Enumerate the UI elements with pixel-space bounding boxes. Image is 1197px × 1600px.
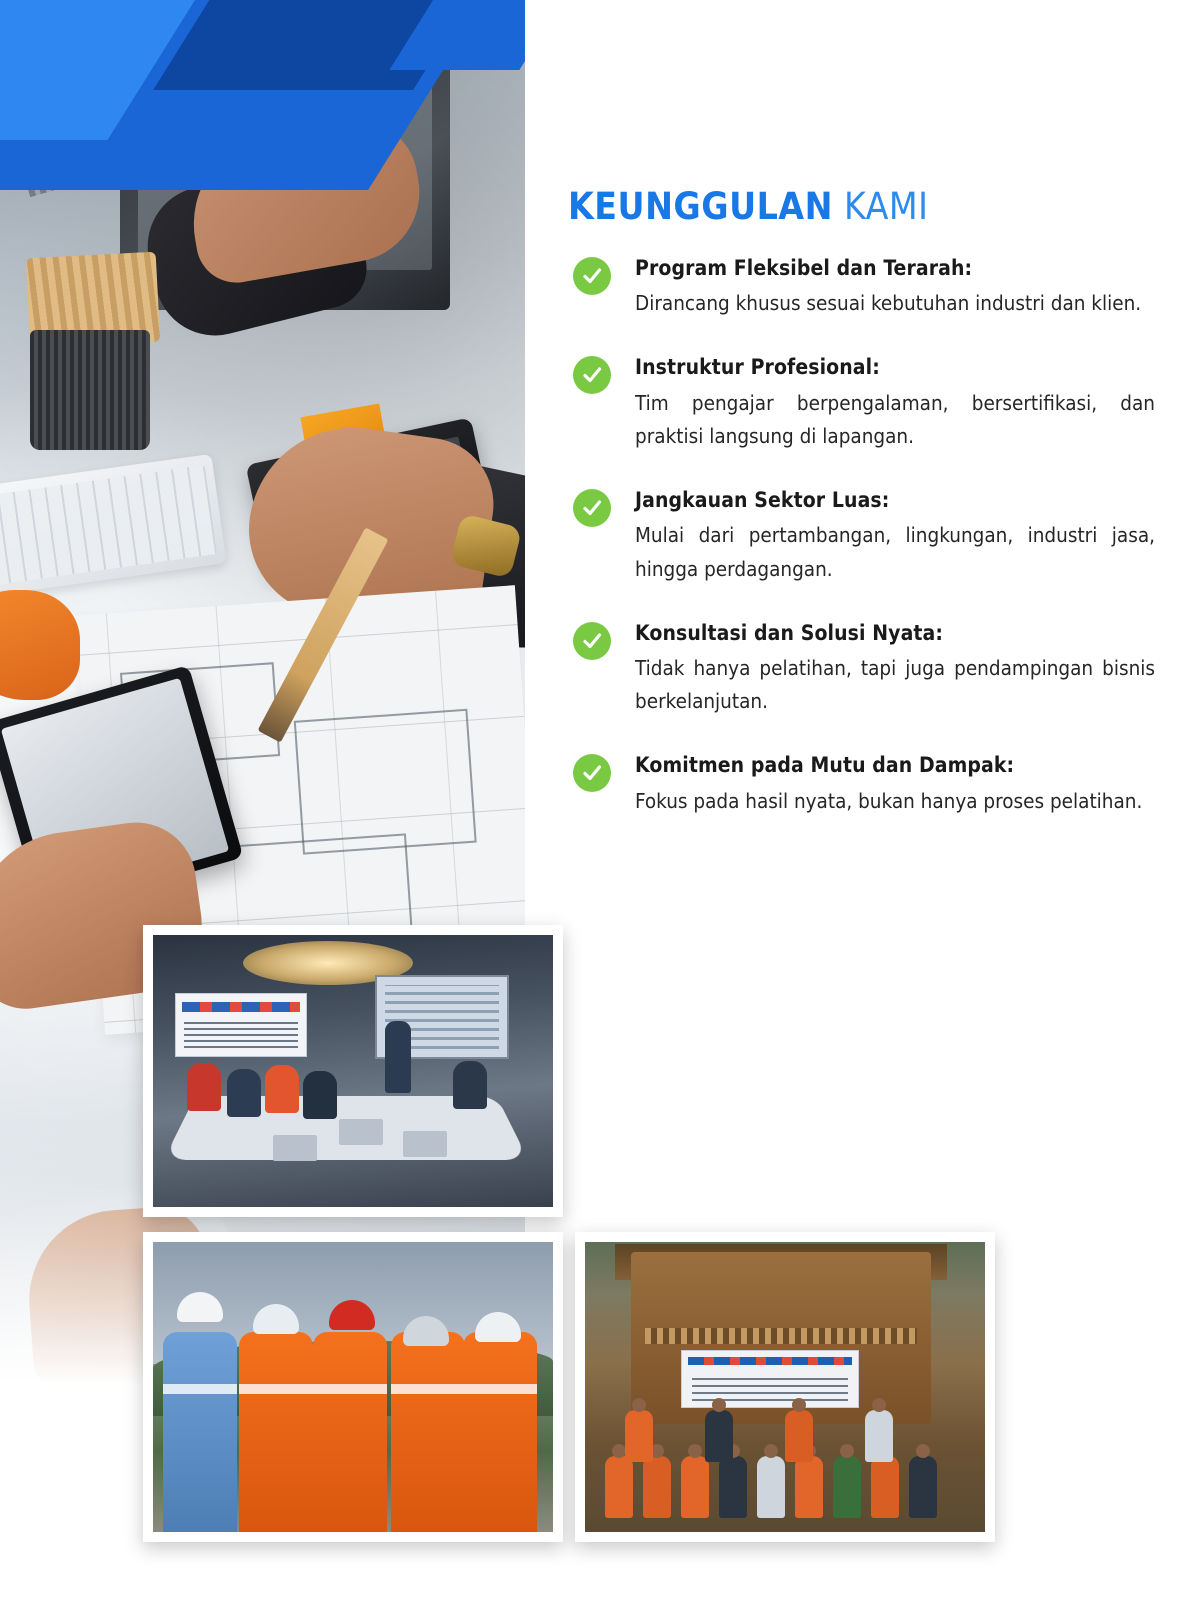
participant-shape	[871, 1456, 899, 1518]
laptop-shape	[273, 1135, 317, 1161]
check-circle-icon	[573, 356, 611, 394]
head-shape	[632, 1398, 646, 1412]
check-circle-icon	[573, 489, 611, 527]
participant-shape	[757, 1456, 785, 1518]
advantage-body: Dirancang khusus sesuai kebutuhan industri dan klien.	[635, 291, 1142, 316]
advantage-title: Komitmen pada Mutu dan Dampak:	[635, 753, 1015, 778]
advantage-title: Instruktur Profesional:	[635, 355, 880, 380]
participant-shape	[785, 1410, 813, 1462]
workers-photo-card	[143, 1232, 563, 1542]
check-circle-icon	[573, 257, 611, 295]
participant-shape	[187, 1063, 221, 1111]
vest-stripe	[313, 1384, 387, 1394]
house-railing-shape	[645, 1328, 917, 1344]
list-item	[565, 620, 1155, 719]
participant-shape	[625, 1410, 653, 1462]
check-circle-icon	[573, 754, 611, 792]
check-circle-icon	[573, 622, 611, 660]
advantages-list	[565, 255, 1155, 852]
participant-shape	[303, 1071, 337, 1119]
page-title	[568, 185, 928, 228]
advantage-title: Program Fleksibel dan Terarah:	[635, 256, 973, 280]
participant-shape	[833, 1456, 861, 1518]
pencil-cup-shape	[30, 330, 150, 450]
list-item	[565, 354, 1155, 453]
participant-shape	[227, 1069, 261, 1117]
participant-shape	[795, 1456, 823, 1518]
event-banner-shape	[681, 1350, 859, 1408]
advantage-body: Mulai dari pertambangan, lingkungan, industri jasa, hingga perdagangan.	[635, 523, 1155, 581]
advantage-body: Tidak hanya pelatihan, tapi juga pendampingan bisnis berkelanjutan.	[635, 656, 1155, 714]
blueprint-detail	[294, 709, 477, 855]
meeting-photo	[153, 935, 553, 1207]
head-shape	[840, 1444, 854, 1458]
laptop-shape	[403, 1131, 447, 1157]
worker-shape	[391, 1332, 465, 1532]
group-photo	[585, 1242, 985, 1532]
participant-shape	[705, 1410, 733, 1462]
head-shape	[916, 1444, 930, 1458]
page-title-bold: KEUNGGULAN	[568, 185, 833, 228]
participant-shape	[453, 1061, 487, 1109]
worker-shape	[313, 1332, 387, 1532]
vest-stripe	[163, 1384, 237, 1394]
participant-shape	[643, 1456, 671, 1518]
participant-shape	[605, 1456, 633, 1518]
page-title-light: KAMI	[832, 185, 929, 228]
worker-shape	[463, 1332, 537, 1532]
participant-shape	[719, 1456, 747, 1518]
advantage-title: Konsultasi dan Solusi Nyata:	[635, 620, 944, 645]
laptop-shape	[339, 1119, 383, 1145]
event-banner-shape	[175, 993, 307, 1057]
advantage-title: Jangkauan Sektor Luas:	[635, 488, 890, 513]
vest-stripe	[391, 1384, 465, 1394]
advantage-body: Tim pengajar berpengalaman, bersertifikasi, dan praktisi langsung di lapangan.	[635, 390, 1155, 448]
participant-shape	[265, 1065, 299, 1113]
workers-photo	[153, 1242, 553, 1532]
participant-shape	[909, 1456, 937, 1518]
orange-object-shape	[0, 590, 80, 700]
list-item	[565, 487, 1155, 586]
meeting-photo-card	[143, 925, 563, 1217]
group-photo-card	[575, 1232, 995, 1542]
participant-shape	[865, 1410, 893, 1462]
head-shape	[872, 1398, 886, 1412]
worker-shape	[163, 1332, 237, 1532]
presenter-shape	[385, 1021, 411, 1093]
keyboard-shape	[0, 454, 226, 596]
vest-stripe	[239, 1384, 313, 1394]
head-shape	[612, 1444, 626, 1458]
head-shape	[712, 1398, 726, 1412]
list-item	[565, 255, 1155, 320]
head-shape	[764, 1444, 778, 1458]
advantage-body: Fokus pada hasil nyata, bukan hanya proses pelatihan.	[635, 788, 1143, 813]
list-item	[565, 752, 1155, 817]
head-shape	[688, 1444, 702, 1458]
participant-shape	[681, 1456, 709, 1518]
worker-shape	[239, 1332, 313, 1532]
vest-stripe	[463, 1384, 537, 1394]
head-shape	[792, 1398, 806, 1412]
